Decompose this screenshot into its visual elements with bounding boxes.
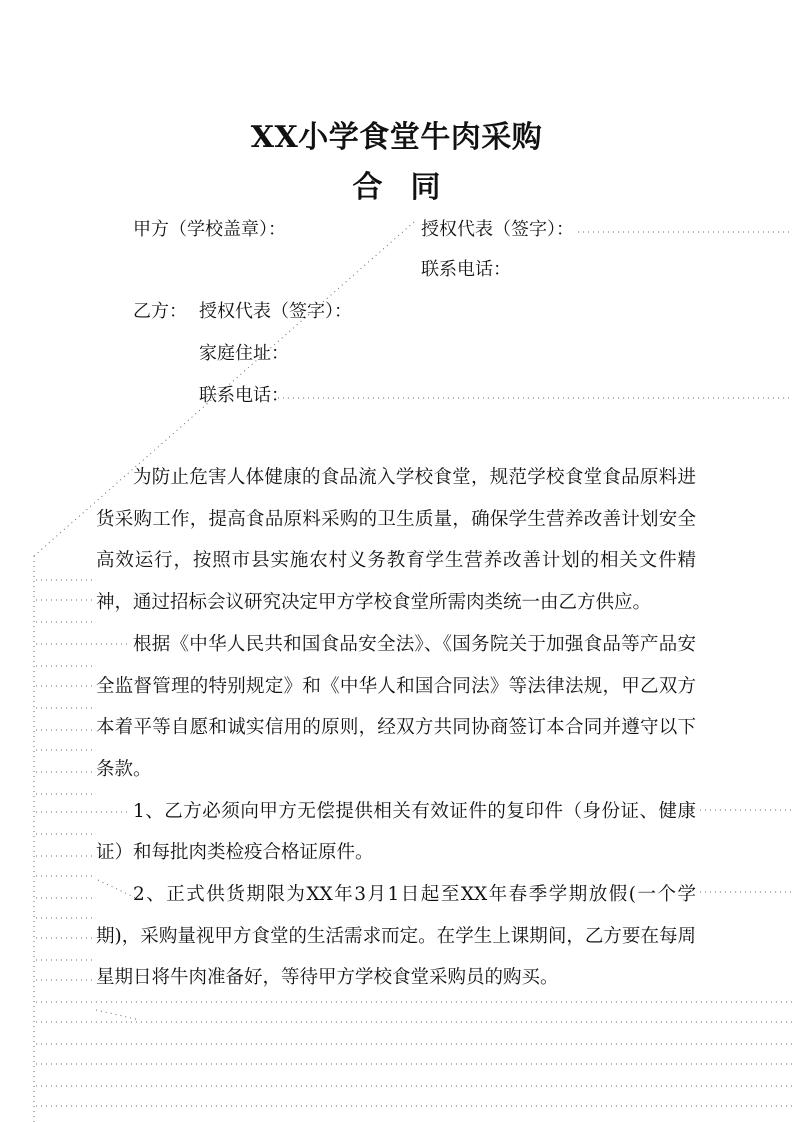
clause-1: 1、乙方必须向甲方无偿提供相关有效证件的复印件（身份证、健康证）和每批肉类检疫合格证原件。 [96, 800, 696, 864]
party-b-address-label: 家庭住址： [199, 343, 289, 364]
paragraph-purpose: 为防止危害人体健康的食品流入学校食堂，规范学校食堂食品原料进货采购工作，提高食品原料采购的卫生质量，确保学生营养改善计划安全高效运行，按照市县实施农村义务教育学生营养改善计划的相关文件精神，通过招标会议研究决定甲方学校食堂所需肉类统一由乙方供应。 [96, 467, 696, 614]
party-b-phone-label: 联系电话： [199, 385, 289, 406]
party-a-phone-label: 联系电话： [421, 259, 511, 280]
paragraph-legal-basis: 根据《中华人民共和国食品安全法》、《国务院关于加强食品等产品安全监督管理的特别规定》和《中华人和国合同法》等法律法规，甲乙双方本着平等自愿和诚实信用的原则，经双方共同协商签订本合同并遵守以下条款。 [96, 633, 696, 780]
party-b-rep-label: 授权代表（签字）： [199, 301, 352, 322]
contract-title: XX小学食堂牛肉采购 [250, 120, 543, 155]
party-a-rep-label: 授权代表（签字）： [421, 219, 574, 240]
contract-subtitle: 合同 [352, 170, 469, 205]
party-a-label: 甲方（学校盖章）： [133, 219, 286, 240]
clause-2: 2、正式供货期限为XX年3月1日起至XX年春季学期放假(一个学期)，采购量视甲方食堂的生活需求而定。在学生上课期间，乙方要在每周星期日将牛肉准备好，等待甲方学校食堂采购员的购买。 [96, 884, 696, 989]
party-b-label: 乙方： [133, 301, 187, 322]
contract-body [96, 457, 696, 999]
